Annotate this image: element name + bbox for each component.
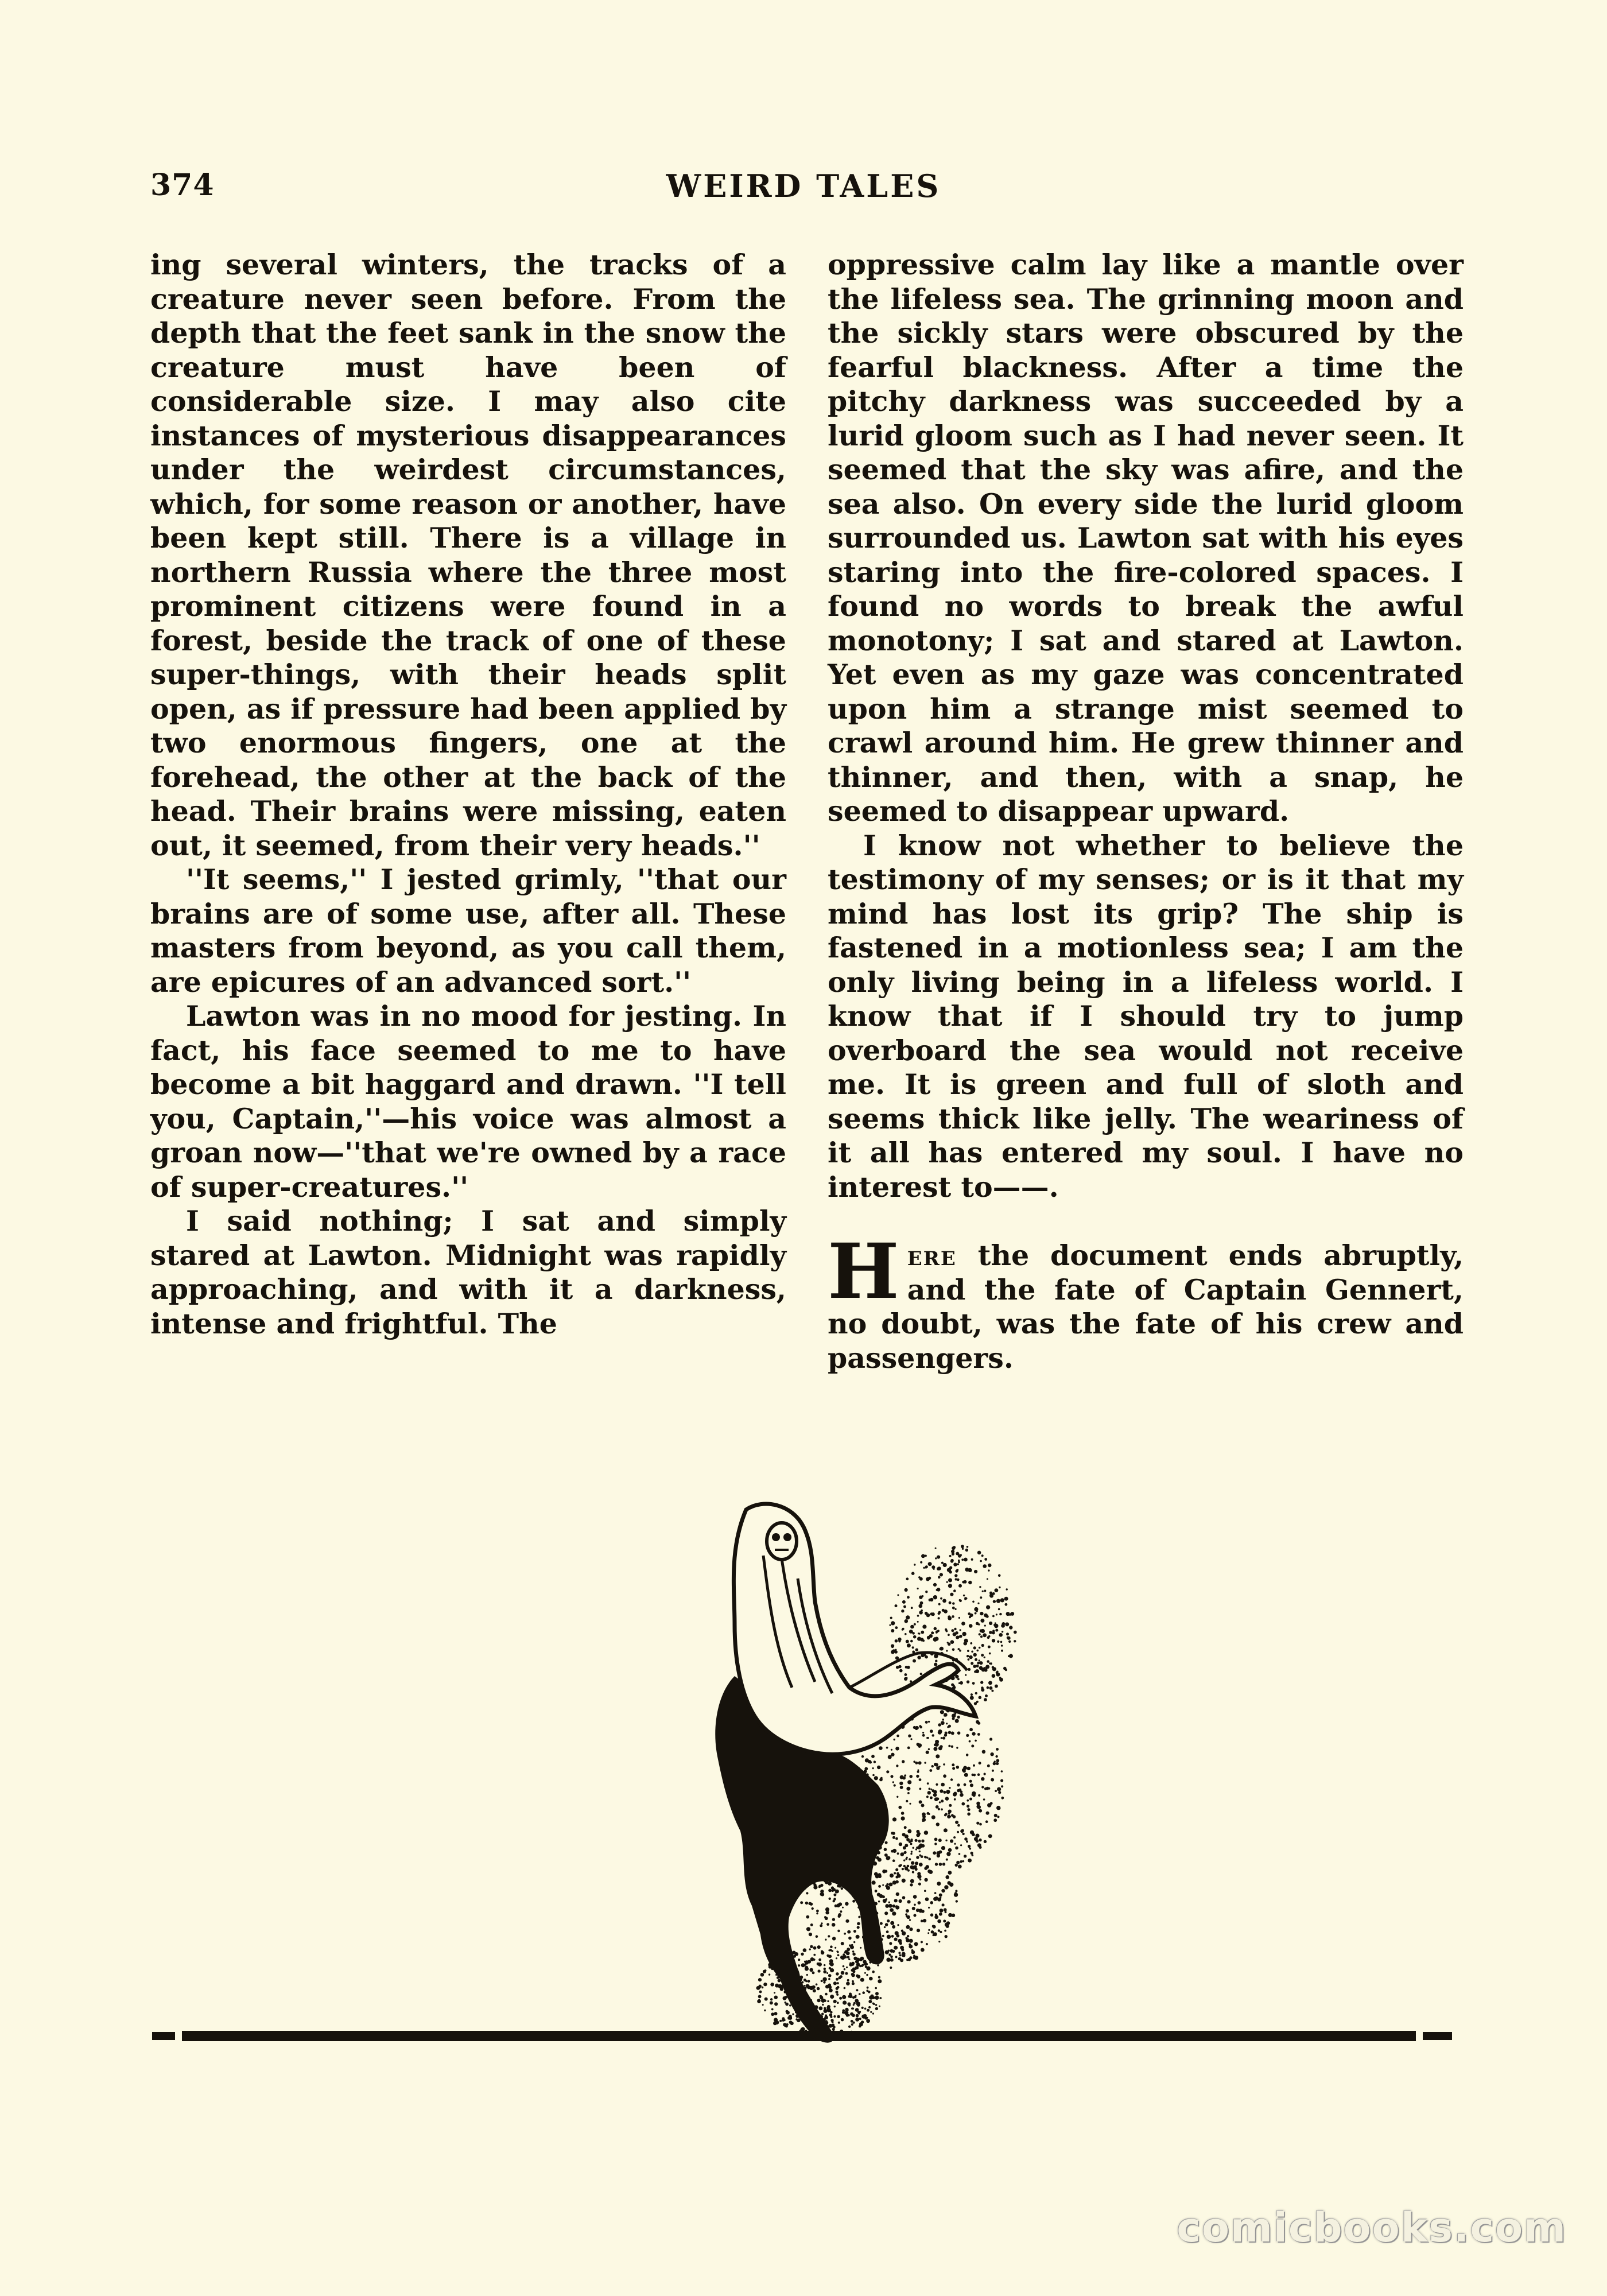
running-title: WEIRD TALES bbox=[666, 168, 941, 204]
hooded-rider-illustration bbox=[631, 1487, 1033, 2055]
paragraph: I said nothing; I sat and simply stared at Lawton. Midnight was rapidly approaching, and with it a darkness, intense and frightful. The bbox=[150, 1204, 786, 1340]
small-caps-lead: ere bbox=[907, 1239, 957, 1272]
text-column-left bbox=[150, 248, 786, 1341]
paragraph: ''It seems,'' I jested grimly, ''that our brains are of some use, after all. These masters from beyond, as you call them, are epicures of an advanced sort.'' bbox=[150, 863, 786, 999]
eye-socket-right bbox=[783, 1533, 791, 1541]
closing-rule bbox=[152, 2029, 1452, 2043]
paragraph: Lawton was in no mood for jesting. In fact, his face seemed to me to have become a bit haggard and drawn. ''I tell you, Captain,''—his voice was almost a groan now—''that we're owned by a race of super-creatures.'' bbox=[150, 999, 786, 1204]
closing-text: the document ends abruptly, and the fate of Captain Gennert, no doubt, was the fate of his crew and passengers. bbox=[828, 1239, 1464, 1375]
text-column-right bbox=[828, 248, 1464, 1375]
skull-face bbox=[767, 1523, 797, 1560]
page-number: 374 bbox=[150, 168, 215, 203]
eye-socket-left bbox=[772, 1533, 780, 1541]
paragraph: ing several winters, the tracks of a creature never seen before. From the depth that the feet sank in the snow the creature must have been of considerable size. I may also cite instances of mysterious disappearances under the weirdest circumstances, which, for some reason or another, have been kept still. There is a village in northern Russia where the three most prominent citizens were found in a forest, beside the track of one of these super-things, with their heads split open, as if pressure had been applied by two enormous fingers, one at the forehead, the other at the back of the head. Their brains were missing, eaten out, it seemed, from their very heads.'' bbox=[150, 248, 786, 862]
paragraph: oppressive calm lay like a mantle over the lifeless sea. The grinning moon and the sickly stars were obscured by the fearful blackness. After a time the pitchy darkness was succeeded by a lurid gloom such as I had never seen. It seemed that the sky was afire, and the sea also. On every side the lurid gloom surrounded us. Lawton sat with his eyes staring into the fire-colored spaces. I found no words to break the awful monotony; I sat and stared at Lawton. Yet even as my gaze was concentrated upon him a strange mist seemed to crawl around him. He grew thinner and thinner, and then, with a snap, he seemed to disappear upward. bbox=[828, 248, 1464, 828]
drop-cap: H bbox=[828, 1227, 899, 1316]
site-watermark: comicbooks.com bbox=[1177, 2204, 1567, 2251]
closing-paragraph bbox=[828, 1227, 1464, 1375]
paragraph: I know not whether to believe the testimony of my senses; or is it that my mind has lost its grip? The ship is fastened in a motionless sea; I am the only living being in a lifeless world. I know that if I should try to jump overboard the sea would not receive me. It is green and full of sloth and seems thick like jelly. The weariness of it all has entered my soul. I have no interest to——. bbox=[828, 828, 1464, 1204]
